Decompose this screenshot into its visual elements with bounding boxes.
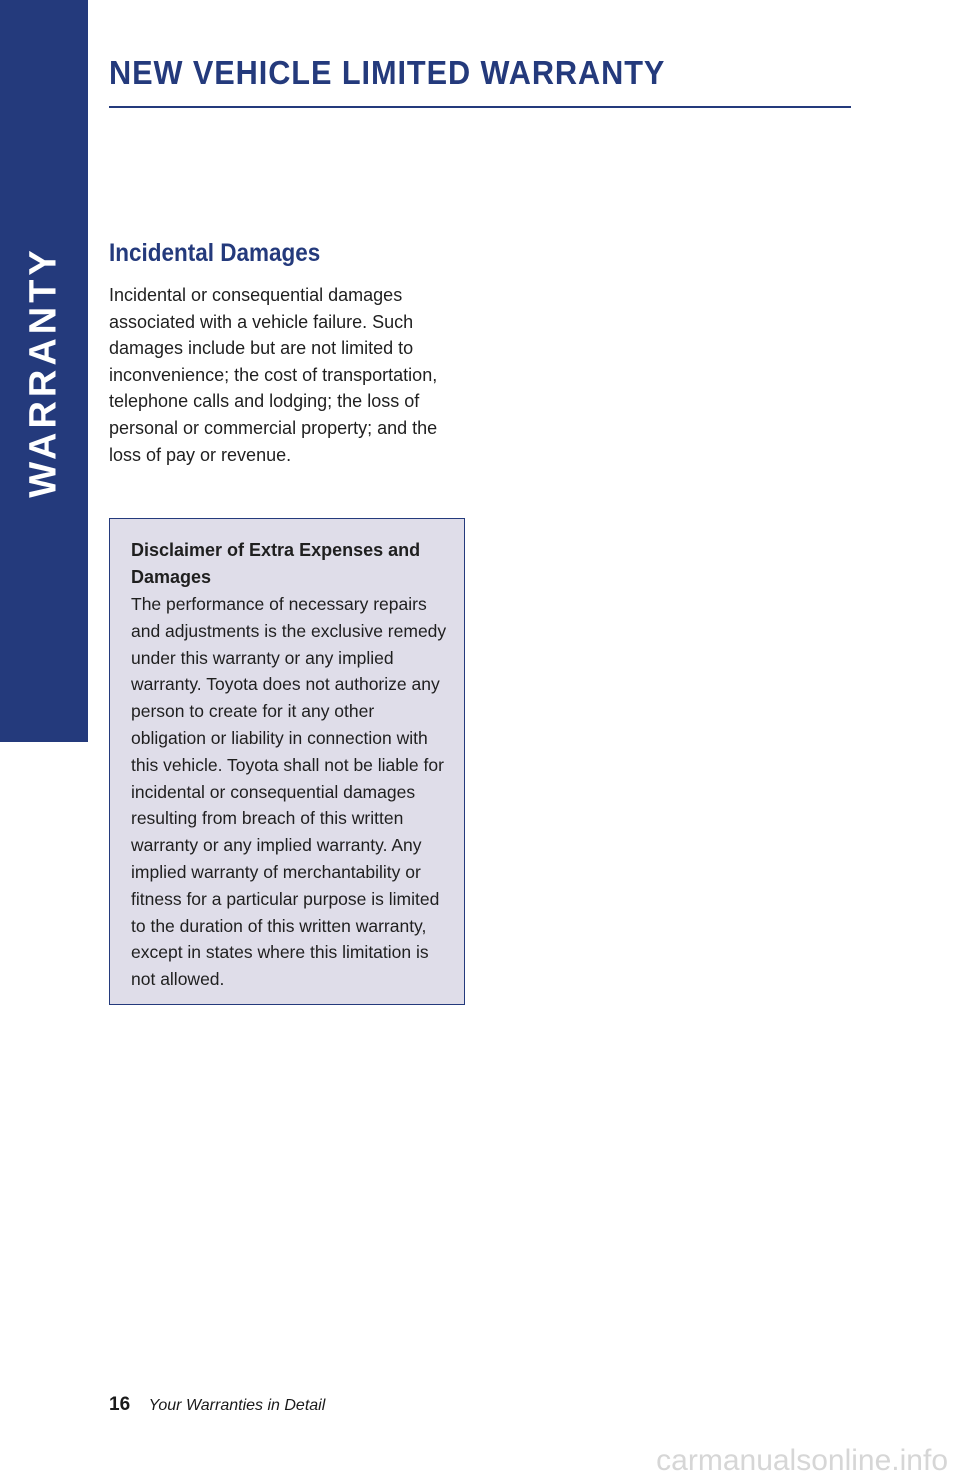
disclaimer-title: Disclaimer of Extra Expenses and Damages <box>131 540 421 587</box>
page-title: NEW VEHICLE LIMITED WARRANTY <box>109 54 666 91</box>
title-divider <box>109 106 851 108</box>
side-tab <box>0 0 88 742</box>
section-body-incidental-damages: Incidental or consequential damages associated with a vehicle failure. Such damages include but are not limited to inconvenience; the cost of transportation, telephone calls and lodging; the loss of personal or commercial property; and the loss of pay or revenue. <box>109 285 438 465</box>
disclaimer-box <box>109 518 465 1005</box>
section-heading-incidental-damages: Incidental Damages <box>109 239 321 267</box>
page-number: 16 <box>109 1394 131 1415</box>
watermark: carmanualsonline.info <box>656 1444 948 1477</box>
side-tab-label: WARRANTY <box>22 246 65 498</box>
page-footer <box>109 1394 325 1416</box>
disclaimer-body: The performance of necessary repairs and adjustments is the exclusive remedy under this warranty or any implied warranty. Toyota does not authorize any person to create for it any other obligation or liability in connection with this vehicle. Toyota shall not be liable for incidental or consequential damages resulting from breach of this written warranty or any implied warranty. Any implied warranty of merchantability or fitness for a particular purpose is limited to the duration of this written warranty, except in states where this limitation is not allowed. <box>131 594 447 990</box>
footer-label: Your Warranties in Detail <box>148 1397 326 1414</box>
